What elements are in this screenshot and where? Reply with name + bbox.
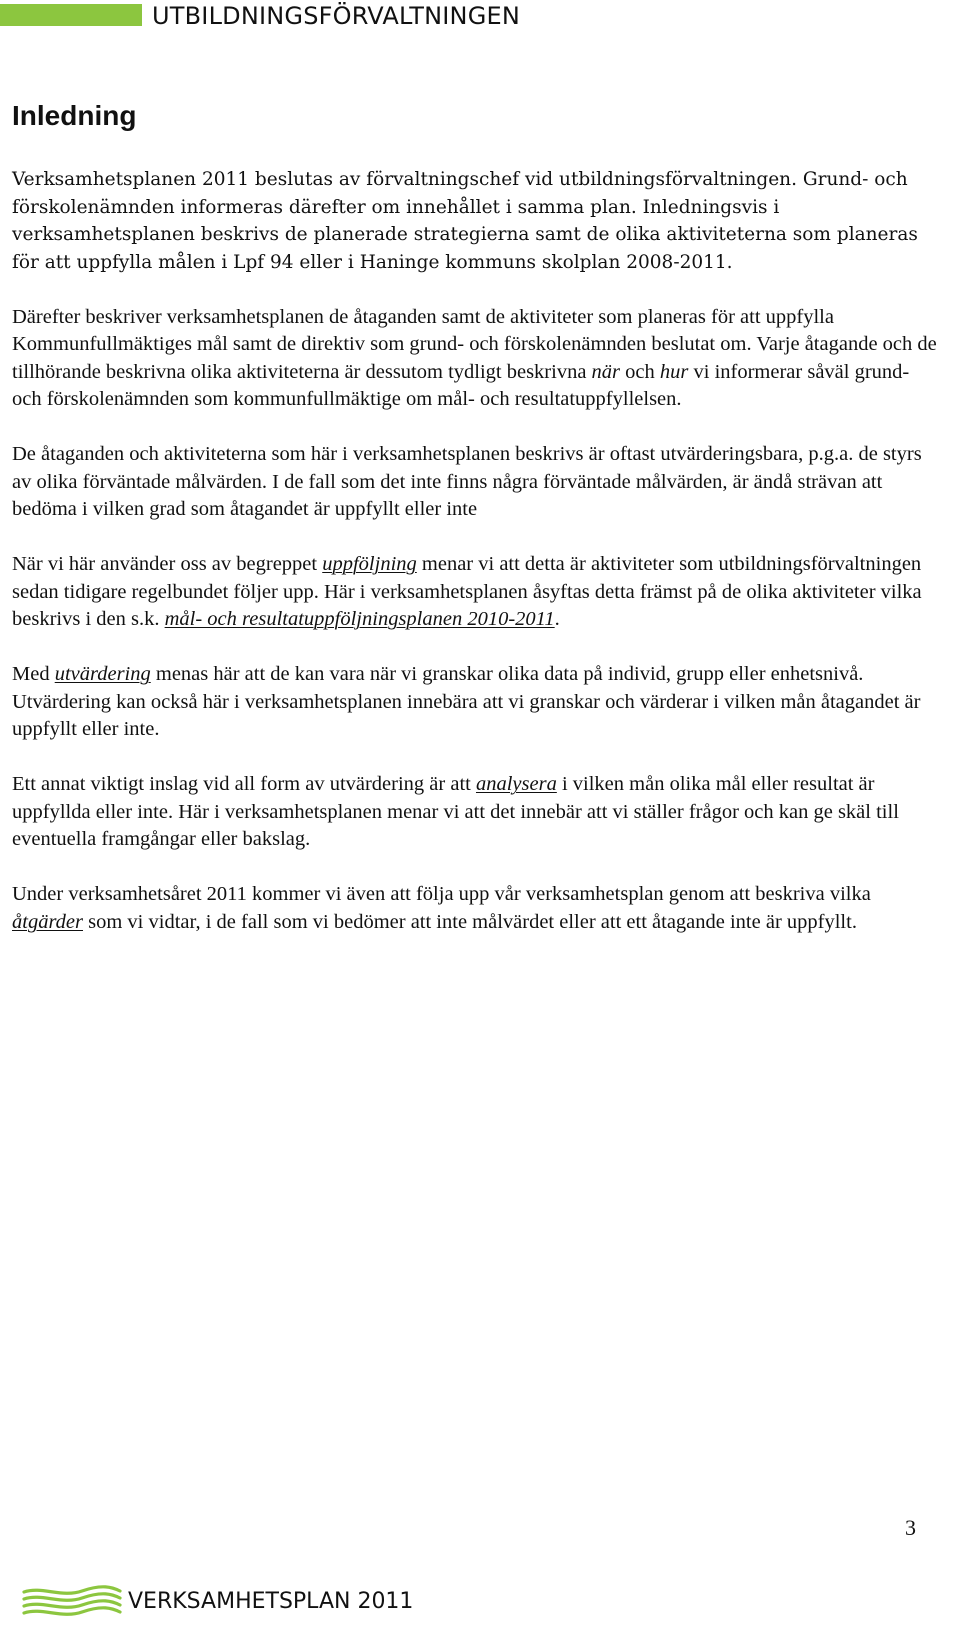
paragraph-6-text-b: i vilken mån olika mål eller resultat är uppfyllda eller inte. Här i verksamhetsplanen menar vi att det innebär att vi ställer frågor och kan ge skäl till eventuella framgångar eller bakslag. [12,773,899,850]
paragraph-5-text-a: Med [12,663,50,685]
paragraph-2-text-c: vi informerar såväl grund- och förskolenämnden som kommunfullmäktige om mål- och resultatuppfyllelsen. [12,360,910,410]
term-atgarder: åtgärder [12,910,83,933]
green-wave-lines-logo-icon [22,1582,122,1622]
paragraph-2-emphasis-how: hur [659,360,689,383]
paragraph-4-text-b: menar vi att detta är aktiviteter som utbildningsförvaltningen sedan tidigare regelbundet följer upp. Här i verksamhetsplanen åsyftas detta främst på de olika aktiviteter vilka beskrivs i den s.k. [12,553,922,630]
term-analysera: analysera [475,773,557,795]
paragraph-2-text-a: Därefter beskriver verksamhetsplanen de åtaganden samt de aktiviteter som planeras för att uppfylla Kommunfullmäktiges mål samt de direktiv som grund- och förskolenämnden beslutat om. Varje åtagande och de tillhörande beskrivna olika aktiviteterna är dessutom tydligt beskrivna [12,305,937,383]
department-title: UTBILDNINGSFÖRVALTNINGEN [152,2,521,30]
paragraph-4 [12,551,942,634]
term-uppfoljning: uppföljning [322,553,417,575]
paragraph-7-text-a: Under verksamhetsåret 2011 kommer vi även att följa upp vår verksamhetsplan genom att beskriva vilka [12,883,871,905]
paragraph-4-text-a: När vi här använder oss av begreppet [12,553,318,575]
header-accent-bar [0,4,142,26]
paragraph-3-text: De åtaganden och aktiviteterna som här i verksamhetsplanen beskrivs är oftast utvärderingsbara, p.g.a. de styrs av olika förväntade målvärden. I de fall som det inte finns några förväntade målvärden, är ändå strävan att bedöma i vilken grad som åtagandet är uppfyllt eller inte [12,443,922,520]
paragraph-2 [12,304,942,414]
paragraph-6 [12,771,942,854]
paragraph-6-text-a: Ett annat viktigt inslag vid all form av utvärdering är att [12,773,471,795]
plan-reference: mål- och resultatuppföljningsplanen 2010-2011 [164,608,555,630]
paragraph-2-emphasis-when: när [591,360,621,383]
paragraph-7-text-b: som vi vidtar, i de fall som vi bedömer att inte målvärdet eller att ett åtagande inte är uppfyllt. [88,910,857,933]
body-text [12,166,942,964]
paragraph-1 [12,166,942,276]
paragraph-4-text-c: . [554,608,560,630]
paragraph-7 [12,881,942,936]
paragraph-1-text: Verksamhetsplanen 2011 beslutas av förvaltningschef vid utbildningsförvaltningen. Grund- och förskolenämnden informeras därefter om innehållet i samma plan. Inledningsvis i verksamhetsplanen beskrivs de planerade strategierna samt de olika aktiviteterna som planeras för att uppfylla målen i Lpf 94 eller i Haninge kommuns skolplan 2008-2011. [12,169,918,273]
paragraph-2-text-b: och [625,360,655,383]
page-number: 3 [905,1515,916,1540]
paragraph-5-text-b: menas här att de kan vara när vi granskar olika data på individ, grupp eller enhetsnivå. Utvärdering kan också här i verksamhetsplanen innebära att vi granskar och värderar i vilken mån åtagandet är uppfyllt eller inte. [12,663,921,740]
footer-title: VERKSAMHETSPLAN 2011 [128,1589,414,1614]
page-title: Inledning [12,100,137,131]
paragraph-3 [12,441,942,524]
paragraph-5 [12,661,942,744]
term-utvardering: utvärdering [54,663,151,685]
